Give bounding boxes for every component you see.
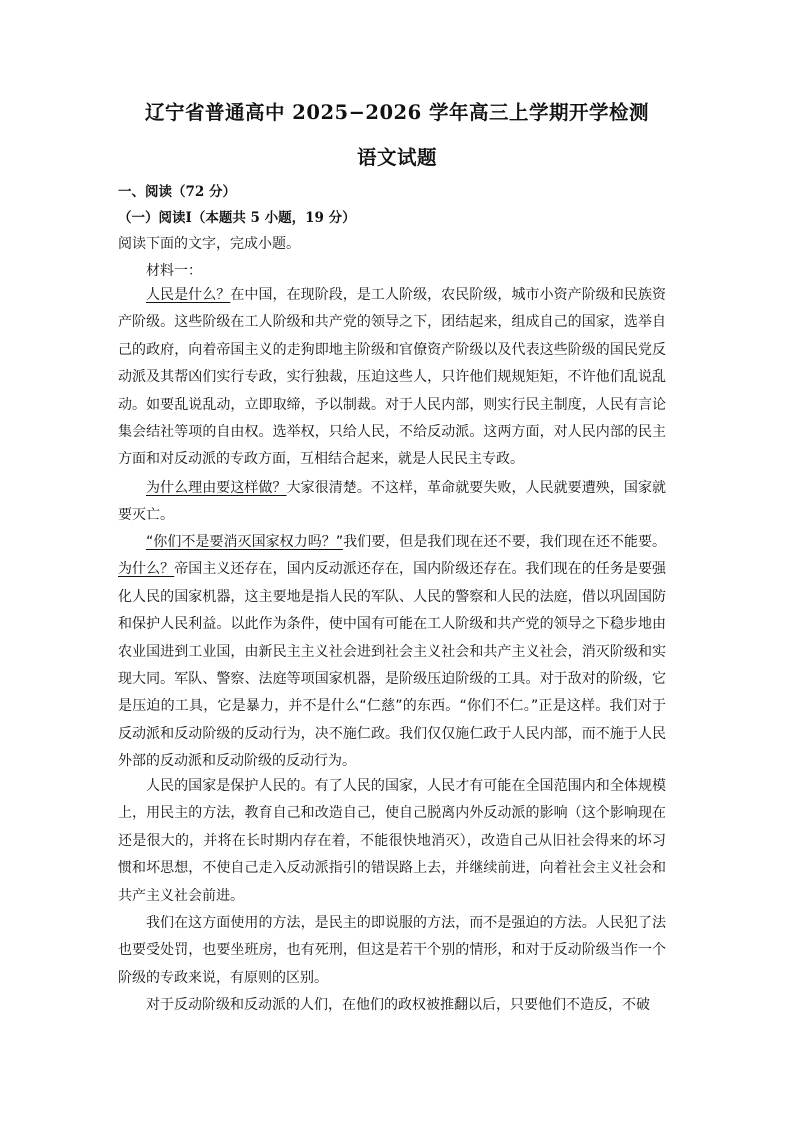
paragraph-3	[118, 529, 666, 776]
underlined-question: 为什么理由要这样做？	[146, 480, 287, 496]
exam-title: 辽宁省普通高中 2025−2026 学年高三上学期开学检测	[145, 101, 649, 124]
paragraph-4: 人民的国家是保护人民的。有了人民的国家，人民才有可能在全国范围内和全体规模上，用民主的方法，教育自己和改造自己，使自己脱离内外反动派的影响（这个影响现在还是很大的，并将在长时期内存在着，不能很快地消灭），改造自己从旧社会得来的坏习惯和坏思想，不使自己走入反动派指引的错误路上去，并继续前进，向着社会主义社会和共产主义社会前进。	[118, 778, 666, 904]
exam-subject-title: 语文试题	[356, 146, 437, 169]
paragraph-text: 我们要，但是我们现在还不要，我们现在还不能要。	[343, 534, 666, 550]
paragraph-1	[118, 282, 666, 474]
subsection-heading: （一）阅读Ⅰ（本题共 5 小题，19 分）	[118, 210, 356, 226]
paragraph-2	[118, 475, 666, 530]
material-label: 材料一：	[146, 263, 202, 279]
underlined-question: 为什么？	[118, 561, 175, 578]
underlined-question: 人民是什么？	[146, 287, 231, 303]
underlined-quote: “你们不是要消灭国家权力吗？”	[146, 534, 344, 550]
paragraph-text: 帝国主义还存在，国内反动派还存在，国内阶级还存在。我们现在的任务是要强化人民的国家机器，这主要地是指人民的军队、人民的警察和人民的法庭，借以巩固国防和保护人民利益。以此作为条件，使中国有可能在工人阶级和共产党的领导之下稳步地由农业国进到工业国，由新民主主义社会进到社会主义社会和共产主义社会，消灭阶级和实现大同。军队、警察、法庭等项国家机器，是阶级压迫阶级的工具。对于敌对的阶级，它是压迫的工具，它是暴力，并不是什么“仁慈”的东西。“你们不仁。”正是这样。我们对于反动派和反动阶级的反动行为，决不施仁政。我们仅仅施仁政于人民内部，而不施于人民外部的反动派和反动阶级的反动行为。	[118, 561, 667, 770]
paragraph-6: 对于反动阶级和反动派的人们，在他们的政权被推翻以后，只要他们不造反，不破	[146, 997, 650, 1013]
paragraph-5: 我们在这方面使用的方法，是民主的即说服的方法，而不是强迫的方法。人民犯了法也要受处罚，也要坐班房，也有死刑，但这是若干个别的情形，和对于反动阶级当作一个阶级的专政来说，有原则的区别。	[118, 915, 666, 986]
section-heading: 一、阅读（72 分）	[118, 184, 236, 200]
instruction-text: 阅读下面的文字，完成小题。	[118, 236, 300, 252]
paragraph-text: 在中国，在现阶段，是工人阶级，农民阶级，城市小资产阶级和民族资产阶级。这些阶级在工人阶级和共产党的领导之下，团结起来，组成自己的国家，选举自己的政府，向着帝国主义的走狗即地主阶级和官僚资产阶级以及代表这些阶级的国民党反动派及其帮凶们实行专政，实行独裁，压迫这些人，只许他们规规矩矩，不许他们乱说乱动。如要乱说乱动，立即取缔，予以制裁。对于人民内部，则实行民主制度，人民有言论集会结社等项的自由权。选举权，只给人民，不给反动派。这两方面，对人民内部的民主方面和对反动派的专政方面，互相结合起来，就是人民民主专政。	[118, 287, 667, 468]
paragraph-text: 大家很清楚。不这样，革命就要失败，人民就要遭殃，国家就要灭亡。	[118, 480, 667, 524]
